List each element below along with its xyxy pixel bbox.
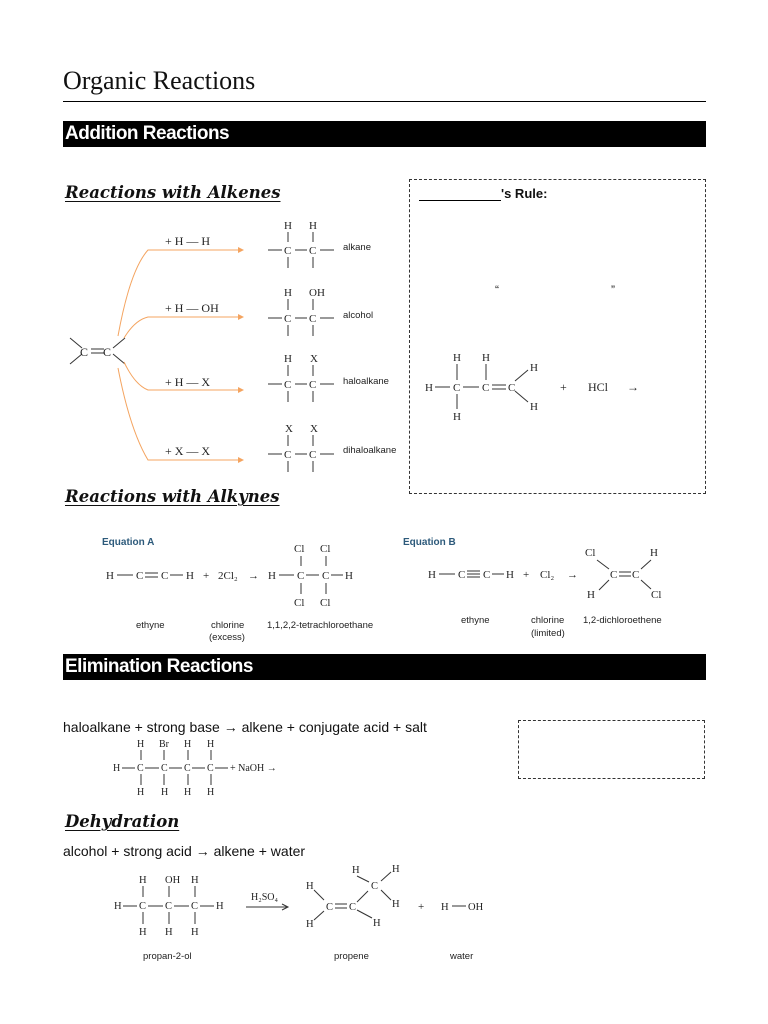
svg-text:Cl: Cl — [294, 543, 305, 555]
svg-text:H: H — [137, 787, 145, 798]
subhead-dehydration: Dehydration — [65, 812, 180, 831]
svg-text:H: H — [284, 353, 292, 365]
svg-text:H: H — [428, 569, 436, 581]
svg-text:H: H — [284, 287, 292, 299]
product-alkane — [268, 220, 371, 268]
product-dihaloalkane — [268, 423, 396, 472]
svg-text:C: C — [632, 569, 640, 581]
svg-text:H: H — [306, 881, 314, 892]
svg-text:C: C — [161, 763, 168, 774]
svg-text:H: H — [425, 382, 433, 394]
svg-text:Cl: Cl — [320, 597, 331, 609]
name-water: water — [450, 951, 474, 962]
svg-text:H: H — [530, 362, 538, 374]
svg-text:Br: Br — [159, 739, 169, 750]
svg-text:C: C — [610, 569, 618, 581]
svg-text:C: C — [483, 569, 491, 581]
propene-structure — [425, 352, 538, 423]
label-haloalkane: haloalkane — [343, 376, 389, 387]
name-limited: (limited) — [531, 628, 565, 639]
svg-text:Cl: Cl — [320, 543, 331, 555]
svg-text:C: C — [137, 763, 144, 774]
svg-text:C: C — [297, 570, 305, 582]
svg-text:H: H — [284, 220, 292, 232]
name-ethyne-a: ethyne — [136, 620, 165, 631]
svg-text:H: H — [106, 570, 114, 582]
rule-quote-close: ” — [611, 283, 615, 297]
svg-text:H: H — [453, 352, 461, 364]
svg-text:H: H — [186, 570, 194, 582]
reagent-cl2: Cl₂ — [540, 569, 555, 581]
svg-text:H: H — [216, 901, 224, 912]
propan-2-ol-structure — [114, 875, 224, 938]
svg-text:H: H — [306, 919, 314, 930]
svg-text:C: C — [284, 379, 292, 391]
svg-text:C: C — [284, 245, 292, 257]
svg-text:H: H — [161, 787, 169, 798]
svg-text:H: H — [373, 918, 381, 929]
svg-text:+: + — [523, 569, 530, 581]
section-banner-addition: Addition Reactions — [63, 121, 706, 147]
product-alcohol — [268, 287, 373, 336]
svg-text:C: C — [309, 449, 317, 461]
svg-text:+: + — [203, 570, 210, 582]
svg-text:C: C — [322, 570, 330, 582]
equation-b-label: Equation B — [403, 537, 456, 548]
reagent-x2: + X — X — [165, 444, 211, 458]
svg-text:C: C — [309, 313, 317, 325]
svg-text:C: C — [482, 382, 490, 394]
rule-plus: + — [560, 380, 567, 394]
dichloroethene — [585, 547, 661, 601]
svg-text:C: C — [284, 313, 292, 325]
svg-text:C: C — [80, 345, 89, 359]
svg-text:H: H — [184, 787, 192, 798]
name-propene: propene — [334, 951, 369, 962]
svg-text:H: H — [165, 927, 173, 938]
name-excess: (excess) — [209, 632, 245, 643]
svg-text:H: H — [114, 901, 122, 912]
svg-text:H: H — [207, 739, 215, 750]
label-dihaloalkane: dihaloalkane — [343, 445, 397, 456]
alkene-reactant — [70, 338, 125, 364]
svg-text:C: C — [508, 382, 516, 394]
name-ethyne-b: ethyne — [461, 615, 490, 626]
svg-text:H: H — [453, 411, 461, 423]
svg-text:H: H — [137, 739, 145, 750]
svg-text:C: C — [284, 449, 292, 461]
elimination-reagent: + NaOH → — [230, 763, 277, 774]
svg-text:H: H — [113, 763, 121, 774]
label-alkane: alkane — [343, 242, 371, 253]
reagent-2cl2: 2Cl₂ — [218, 570, 238, 582]
svg-text:C: C — [165, 901, 173, 912]
catalyst-h2so4: H₂SO₄ — [251, 892, 278, 903]
svg-text:C: C — [326, 902, 334, 913]
svg-text:C: C — [207, 763, 214, 774]
svg-text:Cl: Cl — [294, 597, 305, 609]
dehydration-equation: alcohol + strong acid → alkene + water — [63, 843, 306, 859]
reagent-hx: + H — X — [165, 375, 211, 389]
elimination-equation: haloalkane + strong base → alkene + conjugate acid + salt — [63, 719, 427, 735]
propene-product — [306, 864, 400, 930]
svg-text:C: C — [191, 901, 199, 912]
dehydration-arrow — [246, 904, 288, 910]
svg-text:C: C — [136, 570, 144, 582]
svg-text:H: H — [587, 589, 595, 601]
svg-text:H: H — [352, 865, 360, 876]
svg-text:X: X — [310, 353, 318, 365]
name-propan-2-ol: propan-2-ol — [143, 951, 192, 962]
svg-text:H: H — [530, 401, 538, 413]
reaction-arrows — [118, 250, 240, 460]
name-chlorine-b: chlorine — [531, 615, 565, 626]
svg-text:H: H — [650, 547, 658, 559]
svg-text:C: C — [458, 569, 466, 581]
name-tetrachloroethane: 1,1,2,2-tetrachloroethane — [267, 620, 374, 631]
svg-text:H: H — [345, 570, 353, 582]
svg-text:C: C — [349, 902, 357, 913]
svg-text:H: H — [184, 739, 192, 750]
svg-text:C: C — [453, 382, 461, 394]
svg-text:X: X — [285, 423, 293, 435]
svg-text:C: C — [309, 379, 317, 391]
svg-text:Cl: Cl — [651, 589, 662, 601]
svg-text:Cl: Cl — [585, 547, 596, 559]
svg-text:→: → — [567, 569, 578, 581]
svg-text:C: C — [139, 901, 147, 912]
svg-text:C: C — [371, 881, 379, 892]
svg-text:H: H — [139, 875, 147, 886]
ethyne-a — [106, 570, 194, 582]
svg-text:OH: OH — [468, 902, 484, 913]
svg-text:H: H — [207, 787, 215, 798]
rule-reagent: HCl — [588, 380, 609, 394]
svg-text:C: C — [161, 570, 169, 582]
svg-text:X: X — [310, 423, 318, 435]
svg-text:OH: OH — [165, 875, 181, 886]
svg-text:H: H — [191, 875, 199, 886]
equation-a-label: Equation A — [102, 537, 155, 548]
rule-arrow: → — [627, 380, 639, 394]
svg-text:H: H — [506, 569, 514, 581]
subhead-alkenes: Reactions with Alkenes — [65, 183, 281, 202]
svg-text:C: C — [103, 345, 112, 359]
bromobutane-structure — [113, 739, 228, 798]
ethyne-b — [428, 569, 514, 581]
svg-text:→: → — [248, 570, 259, 582]
svg-text:H: H — [392, 899, 400, 910]
reagent-h2: + H — H — [165, 234, 211, 248]
page-title: Organic Reactions — [63, 66, 256, 95]
svg-text:C: C — [184, 763, 191, 774]
svg-text:H: H — [268, 570, 276, 582]
section-banner-elimination: Elimination Reactions — [63, 654, 706, 680]
svg-text:H: H — [309, 220, 317, 232]
product-haloalkane — [268, 353, 389, 402]
svg-text:H: H — [139, 927, 147, 938]
svg-text:H: H — [191, 927, 199, 938]
subhead-alkynes: Reactions with Alkynes — [65, 487, 280, 506]
rule-title: 's Rule: — [501, 186, 548, 201]
svg-text:OH: OH — [309, 287, 325, 299]
reagent-h2o: + H — OH — [165, 301, 219, 315]
tetrachloroethane — [268, 543, 353, 609]
svg-text:C: C — [309, 245, 317, 257]
name-chlorine-a: chlorine — [211, 620, 245, 631]
label-alcohol: alcohol — [343, 310, 374, 321]
rule-quote-open: “ — [495, 283, 499, 297]
name-dichloroethene: 1,2-dichloroethene — [583, 615, 662, 626]
svg-text:H: H — [441, 902, 449, 913]
svg-text:H: H — [392, 864, 400, 875]
svg-text:+: + — [418, 901, 425, 913]
svg-text:H: H — [482, 352, 490, 364]
